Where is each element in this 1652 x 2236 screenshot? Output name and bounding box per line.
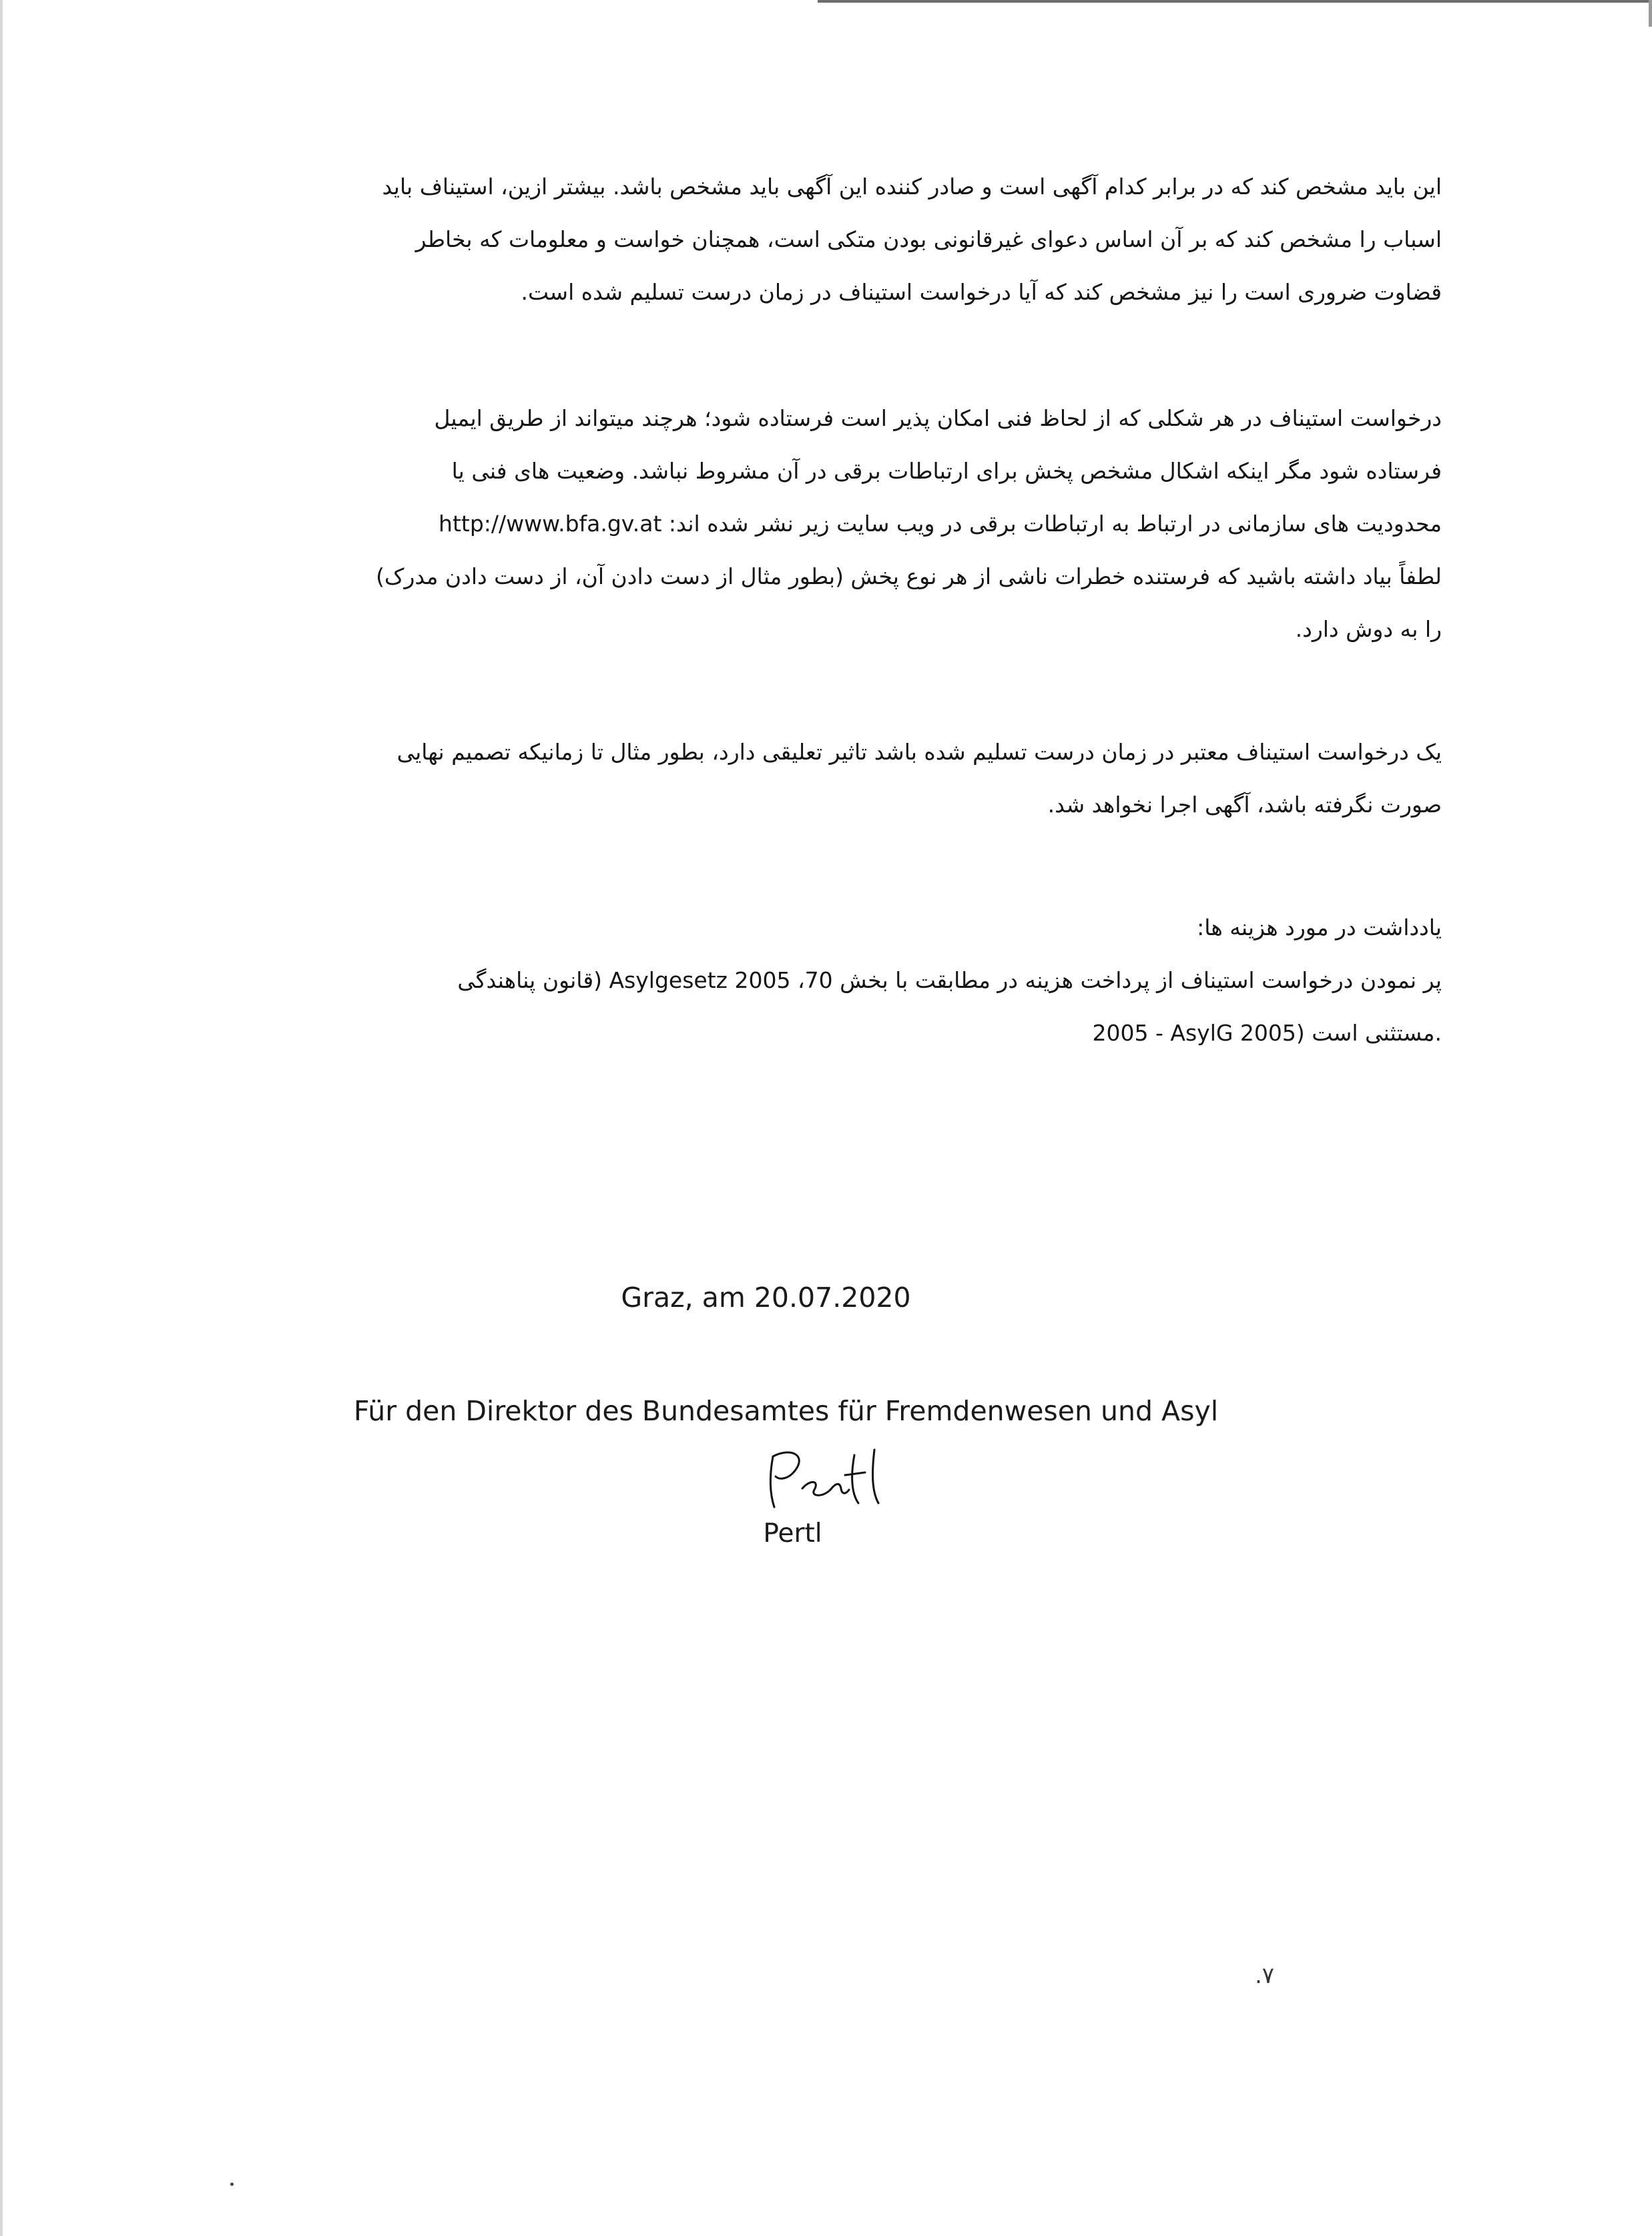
text-line: لطفاً بیاد داشته باشید که فرستنده خطرات ناشی از هر نوع پخش (بطور مثال از دست دادن آن، از دست دادن مدرک) bbox=[376, 563, 1442, 589]
text-line: اسباب را مشخص کند که بر آن اساس دعوای غیرقانونی بودن متکی است، همچنان خواست و معلومات که بخاطر bbox=[415, 226, 1442, 252]
text-line: یک درخواست استیناف معتبر در زمان درست تسلیم شده باشد تاثیر تعلیقی دارد، بطور مثال تا زمانیکه تصمیم نهایی bbox=[396, 739, 1442, 765]
text-line: فرستاده شود مگر اینکه اشکال مشخص پخش برای ارتباطات برقی در آن مشروط نباشد. وضعیت های فنی یا bbox=[451, 458, 1442, 484]
document-body bbox=[234, 160, 1442, 1059]
text-line: صورت نگرفته باشد، آگهی اجرا نخواهد شد. bbox=[1047, 792, 1442, 818]
signer-name: Pertl bbox=[763, 1518, 822, 1549]
text-line-with-website: محدودیت های سازمانی در ارتباط به ارتباطات برقی در ویب سایت زیر نشر شده اند: http://www.bfa.gv.at bbox=[439, 511, 1442, 537]
paragraph-appeal-contents bbox=[234, 160, 1442, 318]
scan-edge-left bbox=[0, 0, 3, 2236]
handwritten-signature bbox=[761, 1442, 888, 1515]
place-date: Graz, am 20.07.2020 bbox=[621, 1282, 911, 1314]
cost-note-heading: یادداشت در مورد هزینه ها: bbox=[1197, 914, 1442, 940]
scan-edge-top bbox=[818, 0, 1652, 3]
text-line: پر نمودن درخواست استیناف از پرداخت هزینه در مطابقت با بخش 70، Asylgesetz 2005 (قانون پناهندگی bbox=[457, 967, 1442, 993]
text-line: درخواست استیناف در هر شکلی که از لحاظ فنی امکان پذیر است فرستاده شود؛ هرچند میتواند از طریق ایمیل bbox=[434, 405, 1442, 431]
text-line: را به دوش دارد. bbox=[1295, 616, 1442, 642]
text-line: 2005 - AsylG 2005) مستثنی است. bbox=[1092, 1020, 1442, 1046]
text-line: قضاوت ضروری است را نیز مشخص کند که آیا درخواست استیناف در زمان درست تسلیم شده است. bbox=[521, 279, 1442, 305]
scan-edge-top-right bbox=[1649, 0, 1652, 27]
paragraph-submission-methods bbox=[234, 392, 1442, 655]
text-line: این باید مشخص کند که در برابر کدام آگهی است و صادر کننده این آگهی باید مشخص باشد. بیشتر ازین، استیناف باید bbox=[382, 174, 1442, 200]
page-marker: .۷ bbox=[1255, 1962, 1275, 1989]
paragraph-suspensive-effect bbox=[234, 726, 1442, 831]
paragraph-cost-note bbox=[234, 901, 1442, 1059]
authority-line: Für den Direktor des Bundesamtes für Fremdenwesen und Asyl bbox=[353, 1395, 1219, 1427]
scan-speck bbox=[230, 2183, 234, 2186]
